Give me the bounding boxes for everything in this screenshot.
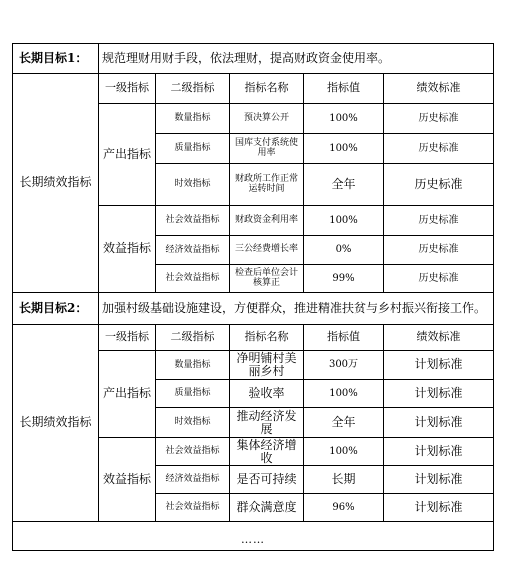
indicator-value: 长期 bbox=[304, 466, 384, 494]
level2-indicator: 经济效益指标 bbox=[156, 236, 230, 265]
performance-standard: 历史标准 bbox=[384, 164, 494, 206]
level2-indicator: 质量指标 bbox=[156, 134, 230, 164]
goal2-text: 加强村级基础设施建设，方便群众，推进精准扶贫与乡村振兴衔接工作。 bbox=[99, 293, 494, 325]
ellipsis-text: …… bbox=[13, 522, 494, 551]
header-indicator-value: 指标值 bbox=[304, 74, 384, 104]
level2-indicator: 社会效益指标 bbox=[156, 206, 230, 236]
header-indicator-name: 指标名称 bbox=[230, 74, 304, 104]
level1-indicator: 产出指标 bbox=[99, 104, 156, 206]
performance-standard: 计划标准 bbox=[384, 380, 494, 408]
performance-standard: 计划标准 bbox=[384, 494, 494, 522]
level1-indicator: 效益指标 bbox=[99, 438, 156, 522]
indicator-value: 100% bbox=[304, 380, 384, 408]
level1-indicator: 效益指标 bbox=[99, 206, 156, 293]
indicator-value: 100% bbox=[304, 134, 384, 164]
goal1-label: 长期目标1： bbox=[13, 44, 99, 74]
performance-standard: 历史标准 bbox=[384, 236, 494, 265]
header-level2: 二级指标 bbox=[156, 74, 230, 104]
goal2-row bbox=[13, 293, 494, 325]
header-indicator-name: 指标名称 bbox=[230, 325, 304, 351]
ellipsis-row bbox=[13, 522, 494, 551]
goal1-perf-label: 长期绩效指标 bbox=[13, 74, 99, 293]
indicator-name: 验收率 bbox=[230, 380, 304, 408]
level1-indicator: 产出指标 bbox=[99, 351, 156, 438]
goal1-text: 规范理财用财手段，依法理财，提高财政资金使用率。 bbox=[99, 44, 494, 74]
indicator-value: 96% bbox=[304, 494, 384, 522]
level2-indicator: 质量指标 bbox=[156, 380, 230, 408]
indicator-value: 300万 bbox=[304, 351, 384, 380]
header-standard: 绩效标准 bbox=[384, 325, 494, 351]
level2-indicator: 时效指标 bbox=[156, 164, 230, 206]
level2-indicator: 经济效益指标 bbox=[156, 466, 230, 494]
level2-indicator: 时效指标 bbox=[156, 408, 230, 438]
indicator-value: 全年 bbox=[304, 408, 384, 438]
level2-indicator: 社会效益指标 bbox=[156, 265, 230, 293]
header-indicator-value: 指标值 bbox=[304, 325, 384, 351]
indicator-name: 群众满意度 bbox=[230, 494, 304, 522]
performance-goals-document bbox=[12, 43, 493, 551]
goal2-perf-label: 长期绩效指标 bbox=[13, 325, 99, 522]
goal1-row bbox=[13, 44, 494, 74]
indicator-name: 推动经济发展 bbox=[230, 408, 304, 438]
level2-indicator: 数量指标 bbox=[156, 104, 230, 134]
performance-standard: 计划标准 bbox=[384, 351, 494, 380]
level2-indicator: 社会效益指标 bbox=[156, 494, 230, 522]
goal2-label: 长期目标2： bbox=[13, 293, 99, 325]
indicator-name: 是否可持续 bbox=[230, 466, 304, 494]
performance-goals-table bbox=[12, 43, 494, 551]
indicator-name: 净明铺村美丽乡村 bbox=[230, 351, 304, 380]
indicator-value: 99% bbox=[304, 265, 384, 293]
indicator-name: 三公经费增长率 bbox=[230, 236, 304, 265]
indicator-value: 100% bbox=[304, 206, 384, 236]
header-level1: 一级指标 bbox=[99, 325, 156, 351]
performance-standard: 计划标准 bbox=[384, 466, 494, 494]
performance-standard: 历史标准 bbox=[384, 265, 494, 293]
indicator-name: 检查后单位会计核算正 bbox=[230, 265, 304, 293]
indicator-value: 全年 bbox=[304, 164, 384, 206]
performance-standard: 历史标准 bbox=[384, 104, 494, 134]
goal1-header-row bbox=[13, 74, 494, 104]
indicator-value: 100% bbox=[304, 438, 384, 466]
header-standard: 绩效标准 bbox=[384, 74, 494, 104]
performance-standard: 历史标准 bbox=[384, 134, 494, 164]
indicator-value: 100% bbox=[304, 104, 384, 134]
header-level2: 二级指标 bbox=[156, 325, 230, 351]
indicator-value: 0% bbox=[304, 236, 384, 265]
indicator-name: 集体经济增收 bbox=[230, 438, 304, 466]
goal2-header-row bbox=[13, 325, 494, 351]
indicator-name: 财政所工作正常运转时间 bbox=[230, 164, 304, 206]
level2-indicator: 社会效益指标 bbox=[156, 438, 230, 466]
performance-standard: 历史标准 bbox=[384, 206, 494, 236]
performance-standard: 计划标准 bbox=[384, 438, 494, 466]
indicator-name: 预决算公开 bbox=[230, 104, 304, 134]
indicator-name: 国库支付系统使用率 bbox=[230, 134, 304, 164]
indicator-name: 财政资金利用率 bbox=[230, 206, 304, 236]
header-level1: 一级指标 bbox=[99, 74, 156, 104]
performance-standard: 计划标准 bbox=[384, 408, 494, 438]
level2-indicator: 数量指标 bbox=[156, 351, 230, 380]
